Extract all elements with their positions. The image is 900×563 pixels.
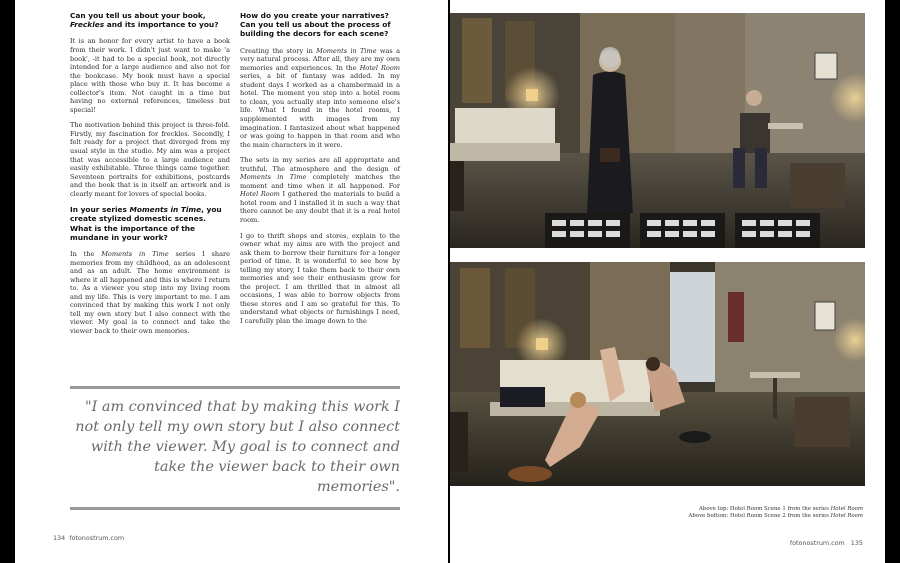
heading-text: Can you tell us about your book, (70, 11, 206, 20)
caption-top (688, 506, 863, 513)
site-name: fotonostrum.com (789, 539, 845, 547)
paragraph-text: I gathered the materials to build a hotel room and I installed it in such a way that there cannot be any doubt that it is a real hotel room. (240, 190, 400, 224)
photo-hotel-room-scene-1 (450, 13, 865, 248)
heading-italic: Moments in Time (129, 205, 202, 215)
paragraph-text: was a very natural process. After all, they are my own memories and experiences. In the (240, 46, 400, 72)
heading-text-end: , you create stylized domestic scenes. What is the importance of the mundane in your work? (70, 205, 222, 242)
paragraph-text: Creating the story in (240, 46, 317, 55)
hairbrush-fur (508, 466, 552, 482)
page-number: 134 (53, 534, 66, 542)
bed (455, 108, 555, 148)
caption-italic: Hotel Room (830, 513, 863, 520)
paragraph-text: series, a bit of fantasy was added. In my student days I worked as a chambermaid in a hotel. The moment you step into a hotel room to clean, you actually step into someone else's life. What I found in the hotel rooms, I supplemented with images from my imagination. I fantasized about what happened or was going to happen in that room and who the main characters in it were. (240, 72, 400, 149)
paragraph-text: completely matches the moment and time when it all happened. For (240, 173, 400, 190)
door (675, 13, 745, 153)
pull-quote-text: "I am convinced that by making this work I not only tell my own story but I also connect with the viewer. My goal is to connect and take the viewer back to their own memories". (75, 399, 400, 495)
framed-picture (815, 53, 837, 79)
right-page (450, 0, 885, 563)
hotel-scene-1-illustration (450, 13, 865, 248)
man-figure (740, 113, 770, 153)
paragraph-text: In the (70, 250, 102, 259)
wall-artwork (462, 18, 492, 103)
question-heading-series (70, 205, 230, 242)
ice-bucket (679, 431, 711, 443)
paragraph-italic: Moments in Time (240, 173, 307, 182)
paragraph-italic: Moments in Time (316, 46, 377, 55)
paragraph-italic: Moments in Time (101, 250, 169, 259)
paragraph (70, 250, 230, 335)
armchair (795, 397, 850, 447)
left-page (15, 0, 448, 563)
caption-text: Above top: Hotel Room Scene 1 from the series (699, 506, 831, 512)
caption-text: Above bottom: Hotel Room Scene 2 from the series (688, 513, 831, 520)
drawer-box (545, 213, 630, 248)
folio-right (784, 539, 863, 547)
hotel-scene-2-illustration (450, 262, 865, 486)
lamp (536, 338, 548, 350)
photo-hotel-room-scene-2 (450, 262, 865, 486)
table (750, 372, 800, 378)
paragraph: I go to thrift shops and stores, explain to the owner what my aims are with the project and ask them to borrow their furniture for a longer period of time. It is wonderful to see how by telling my story, I take them back to their own memories and see their enthusiasm grow for the project. I am thrilled that in almost all occasions, I was able to borrow objects from these stores and I am so grateful for this. To understand what objects or furnishings I need, I carefully plan the image down to the (240, 231, 400, 326)
caption-bottom (688, 513, 863, 520)
question-heading-narratives: How do you create your narratives? Can you tell us about the process of building the decors for each scene? (240, 11, 391, 39)
lamp (526, 89, 538, 101)
paragraph (240, 47, 400, 150)
paragraph-text: series I share memories from my childhood, as an adolescent and as an adult. The home environment is where it all happened and this is where I return to. As a viewer you step into my living room and my life. This is very important to me. I am convinced that by making this work I not only tell my own story but I also connect with the viewer. My goal is to connect and take the viewer back to their own memories. (70, 250, 230, 335)
desk (768, 123, 803, 129)
site-name: fotonostrum.com (69, 534, 125, 542)
dark-clothing (500, 387, 545, 407)
photo-caption (688, 506, 863, 521)
heading-text: In your series (70, 205, 130, 215)
heading-italic: Freckles (70, 20, 105, 30)
folio-left (53, 534, 128, 542)
framed-picture (815, 302, 835, 330)
paragraph-italic: Hotel Room (240, 190, 280, 199)
bathroom-doorway (670, 272, 715, 382)
paragraph-text: The sets in my series are all appropriate and truthful. The atmosphere and the design of (240, 156, 400, 173)
hanging-coat (728, 292, 744, 342)
page-number: 135 (850, 539, 863, 547)
caption-italic: Hotel Room (830, 506, 863, 512)
paragraph (240, 156, 400, 224)
pull-quote (70, 386, 400, 510)
question-heading-book (70, 11, 230, 29)
paragraph: The motivation behind this project is three-fold. Firstly, my fascination for freckles. Secondly, I felt ready for a project that diverged from my usual style in the studio. My aim was a project that was accessible to a large audience and easily exhibitable. Three things came together. Seventeen portraits for exhibitions, postcards and the book that is in itself an artwork and is clearly meant for lovers of special books. (70, 121, 230, 198)
armchair (790, 163, 845, 208)
heading-text-end: and its importance to you? (104, 20, 219, 30)
drawer-box (735, 213, 820, 248)
drawer-box (640, 213, 725, 248)
text-column-2 (240, 11, 400, 333)
text-column-1 (70, 11, 230, 343)
paragraph-italic: Hotel Room (359, 63, 401, 72)
paragraph: It is an honor for every artist to have a book from their work. I didn't just want to make 'a book', -it had to be a special book, not directly intended for a large audience and also not for the bookcase. My book must have a special place with those who buy it. It has become a collector's item. Not caught in a time but having no external references, timeless but special! (70, 37, 230, 114)
wall-artwork (460, 268, 490, 348)
